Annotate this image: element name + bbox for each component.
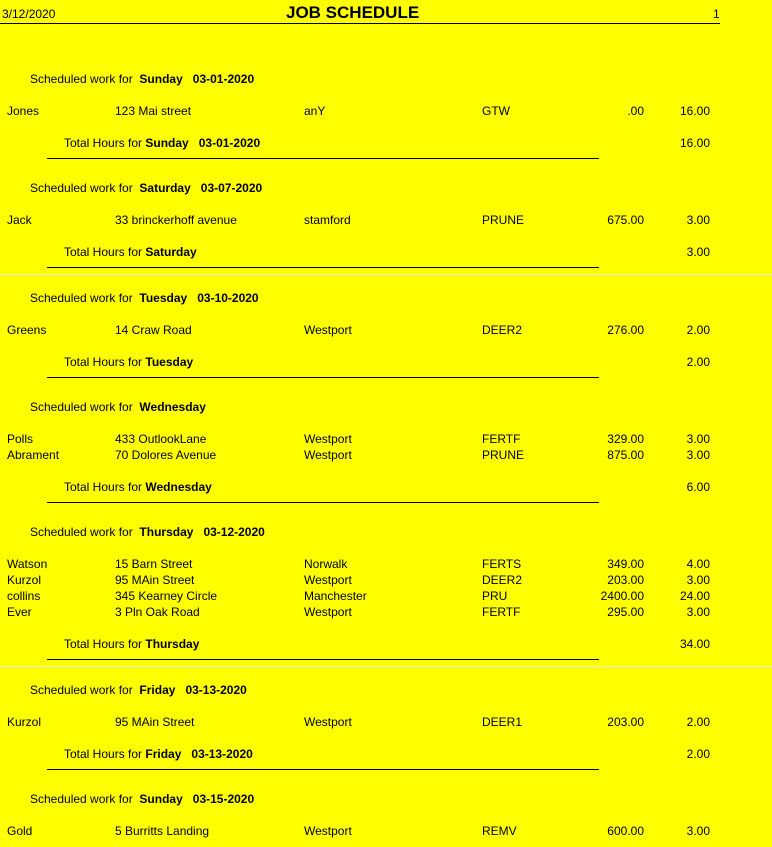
job-code: PRUNE bbox=[482, 213, 525, 227]
job-amount: 295.00 bbox=[607, 605, 644, 619]
group-day: Sunday bbox=[139, 792, 183, 806]
job-address: 33 brinckerhoff avenue bbox=[115, 213, 237, 227]
job-city: Norwalk bbox=[304, 557, 348, 571]
job-code: FERTS bbox=[482, 557, 522, 571]
job-amount: 203.00 bbox=[607, 573, 644, 587]
job-hours: 3.00 bbox=[686, 213, 710, 227]
group-header-prefix: Scheduled work for bbox=[30, 525, 133, 539]
job-amount: .00 bbox=[627, 104, 644, 118]
header-underline bbox=[0, 23, 720, 24]
job-city: stamford bbox=[304, 213, 351, 227]
job-hours: 3.00 bbox=[686, 432, 710, 446]
job-customer: Jack bbox=[7, 213, 32, 227]
job-hours: 3.00 bbox=[686, 824, 710, 838]
group-total-date: 03-13-2020 bbox=[191, 747, 253, 761]
group-separator bbox=[47, 769, 599, 770]
job-amount: 600.00 bbox=[607, 824, 644, 838]
job-hours: 3.00 bbox=[686, 573, 710, 587]
group-separator bbox=[47, 659, 599, 660]
group-total-label bbox=[64, 136, 260, 150]
group-total-hours: 16.00 bbox=[679, 136, 710, 150]
group-separator bbox=[47, 267, 599, 268]
group-separator bbox=[47, 377, 599, 378]
group-day: Sunday bbox=[139, 72, 183, 86]
group-total-label bbox=[64, 637, 199, 651]
job-customer: Gold bbox=[7, 824, 33, 838]
job-code: PRUNE bbox=[482, 448, 525, 462]
group-header-prefix: Scheduled work for bbox=[30, 792, 133, 806]
group-date: 03-12-2020 bbox=[203, 525, 265, 539]
group-separator bbox=[47, 158, 599, 159]
group-total-day: Sunday bbox=[145, 136, 189, 150]
report-date: 3/12/2020 bbox=[2, 7, 56, 21]
group-total-prefix: Total Hours for bbox=[64, 355, 143, 369]
job-code: FERTF bbox=[482, 605, 521, 619]
group-date: 03-07-2020 bbox=[200, 181, 263, 195]
group-total-prefix: Total Hours for bbox=[64, 245, 143, 259]
group-total-prefix: Total Hours for bbox=[64, 747, 143, 761]
group-header-prefix: Scheduled work for bbox=[30, 291, 133, 305]
group-total-day: Wednesday bbox=[145, 480, 212, 494]
group-day: Saturday bbox=[139, 181, 191, 195]
group-separator bbox=[47, 502, 599, 503]
job-address: 345 Kearney Circle bbox=[115, 589, 218, 603]
group-total-day: Tuesday bbox=[145, 355, 194, 369]
group-header bbox=[30, 72, 254, 86]
group-day: Wednesday bbox=[139, 400, 206, 414]
group-day: Thursday bbox=[139, 525, 194, 539]
job-code: DEER1 bbox=[482, 715, 523, 729]
job-customer: Kurzol bbox=[7, 573, 42, 587]
job-city: anY bbox=[304, 104, 326, 118]
group-total-prefix: Total Hours for bbox=[64, 480, 143, 494]
job-address: 70 Dolores Avenue bbox=[115, 448, 217, 462]
job-hours: 24.00 bbox=[679, 589, 710, 603]
job-customer: Watson bbox=[7, 557, 48, 571]
job-hours: 3.00 bbox=[686, 605, 710, 619]
job-code: GTW bbox=[482, 104, 510, 118]
group-total-day: Thursday bbox=[145, 637, 200, 651]
job-code: REMV bbox=[482, 824, 517, 838]
job-city: Westport bbox=[304, 573, 352, 587]
group-header bbox=[30, 525, 265, 539]
job-address: 95 MAin Street bbox=[115, 573, 195, 587]
job-code: DEER2 bbox=[482, 573, 523, 587]
group-total-hours: 3.00 bbox=[686, 245, 710, 259]
group-header bbox=[30, 291, 259, 305]
job-city: Westport bbox=[304, 715, 352, 729]
group-date: 03-10-2020 bbox=[197, 291, 259, 305]
job-customer: Jones bbox=[7, 104, 40, 118]
job-address: 433 OutlookLane bbox=[115, 432, 207, 446]
group-header-prefix: Scheduled work for bbox=[30, 72, 133, 86]
job-customer: Ever bbox=[7, 605, 32, 619]
job-city: Westport bbox=[304, 824, 352, 838]
group-total-label bbox=[64, 747, 253, 761]
group-total-day: Saturday bbox=[145, 245, 197, 259]
job-customer: collins bbox=[7, 589, 41, 603]
job-amount: 276.00 bbox=[607, 323, 644, 337]
job-customer: Greens bbox=[7, 323, 47, 337]
job-city: Westport bbox=[304, 605, 352, 619]
job-amount: 875.00 bbox=[607, 448, 644, 462]
job-code: DEER2 bbox=[482, 323, 523, 337]
job-code: PRU bbox=[482, 589, 508, 603]
job-amount: 329.00 bbox=[607, 432, 644, 446]
job-amount: 2400.00 bbox=[600, 589, 644, 603]
job-address: 3 Pln Oak Road bbox=[115, 605, 200, 619]
job-hours: 4.00 bbox=[686, 557, 710, 571]
page-break bbox=[0, 666, 772, 667]
job-address: 15 Barn Street bbox=[115, 557, 193, 571]
job-hours: 2.00 bbox=[686, 715, 710, 729]
group-date: 03-15-2020 bbox=[192, 792, 255, 806]
job-code: FERTF bbox=[482, 432, 521, 446]
job-hours: 16.00 bbox=[679, 104, 710, 118]
group-header-prefix: Scheduled work for bbox=[30, 683, 133, 697]
group-date: 03-13-2020 bbox=[185, 683, 247, 697]
group-total-hours: 2.00 bbox=[686, 355, 710, 369]
job-hours: 2.00 bbox=[686, 323, 710, 337]
group-header bbox=[30, 400, 206, 414]
group-header bbox=[30, 683, 247, 697]
group-total-label bbox=[64, 245, 197, 259]
group-total-prefix: Total Hours for bbox=[64, 637, 143, 651]
group-total-date: 03-01-2020 bbox=[198, 136, 261, 150]
job-address: 14 Craw Road bbox=[115, 323, 192, 337]
job-address: 95 MAin Street bbox=[115, 715, 195, 729]
job-amount: 203.00 bbox=[607, 715, 644, 729]
group-header bbox=[30, 181, 262, 195]
report-title: JOB SCHEDULE bbox=[286, 3, 420, 22]
group-total-prefix: Total Hours for bbox=[64, 136, 143, 150]
job-amount: 349.00 bbox=[607, 557, 644, 571]
job-city: Westport bbox=[304, 432, 352, 446]
job-amount: 675.00 bbox=[607, 213, 644, 227]
group-date: 03-01-2020 bbox=[192, 72, 255, 86]
group-header-prefix: Scheduled work for bbox=[30, 400, 133, 414]
group-total-label bbox=[64, 355, 193, 369]
group-total-label bbox=[64, 480, 212, 494]
page-break bbox=[0, 274, 772, 275]
group-total-day: Friday bbox=[145, 747, 182, 761]
job-customer: Polls bbox=[7, 432, 34, 446]
group-day: Tuesday bbox=[139, 291, 188, 305]
group-total-hours: 2.00 bbox=[686, 747, 710, 761]
group-header bbox=[30, 792, 254, 806]
job-customer: Kurzol bbox=[7, 715, 42, 729]
group-total-hours: 6.00 bbox=[686, 480, 710, 494]
group-header-prefix: Scheduled work for bbox=[30, 181, 133, 195]
job-address: 5 Burritts Landing bbox=[115, 824, 210, 838]
job-city: Manchester bbox=[304, 589, 367, 603]
page-number: 1 bbox=[713, 7, 720, 21]
group-total-hours: 34.00 bbox=[679, 637, 710, 651]
job-customer: Abrament bbox=[7, 448, 60, 462]
group-day: Friday bbox=[139, 683, 176, 697]
job-address: 123 Mai street bbox=[115, 104, 192, 118]
job-city: Westport bbox=[304, 323, 352, 337]
job-city: Westport bbox=[304, 448, 352, 462]
job-hours: 3.00 bbox=[686, 448, 710, 462]
